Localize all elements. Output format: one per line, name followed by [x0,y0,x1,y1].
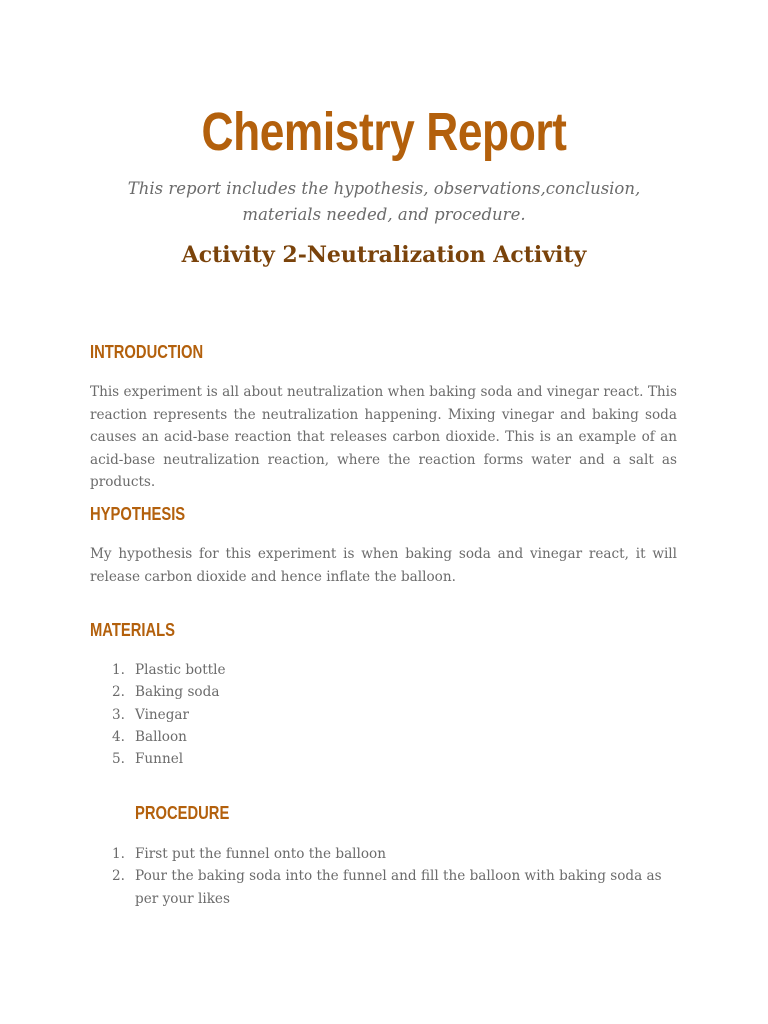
introduction-heading: INTRODUCTION [90,342,204,362]
list-item [90,726,677,748]
list-text: Vinegar [135,706,190,723]
document-subtitle: This report includes the hypothesis, observations,conclusion, materials needed, and procedure. [127,179,641,224]
list-item [90,659,677,681]
hypothesis-heading: HYPOTHESIS [90,504,186,524]
list-item [90,843,677,865]
hypothesis-text: My hypothesis for this experiment is when baking soda and vinegar react, it will release carbon dioxide and hence inflate the balloon. [90,546,677,585]
list-text: Funnel [135,751,184,768]
list-number: 4. [112,728,125,745]
activity-heading: Activity 2-Neutralization Activity [181,242,587,268]
list-item [90,681,677,703]
list-item [90,748,677,770]
materials-list [90,659,677,770]
list-text: First put the funnel onto the balloon [135,846,386,862]
materials-heading: MATERIALS [90,620,176,640]
document-title: Chemistry Report [201,102,567,162]
procedure-list [90,843,677,910]
introduction-text: This experiment is all about neutralization when baking soda and vinegar react. This reaction represents the neutralization happening. Mixing vinegar and baking soda causes an acid-base reaction that releases carbon dioxide. This is an example of an acid-base neutralization reaction, where the reaction forms water and a salt as products. [90,384,677,490]
list-text: Plastic bottle [135,662,226,678]
list-number: 2. [112,684,125,701]
list-item [90,704,677,726]
list-number: 3. [112,706,125,723]
list-number: 1. [112,846,125,862]
list-number: 2. [112,868,125,885]
list-text: Balloon [135,728,187,745]
list-number: 5. [112,751,125,768]
list-text: Baking soda [135,684,220,701]
procedure-heading: PROCEDURE [135,803,230,823]
list-item [90,865,677,910]
list-number: 1. [112,662,125,678]
list-text: Pour the baking soda into the funnel and fill the balloon with baking soda as per your likes [135,868,662,907]
